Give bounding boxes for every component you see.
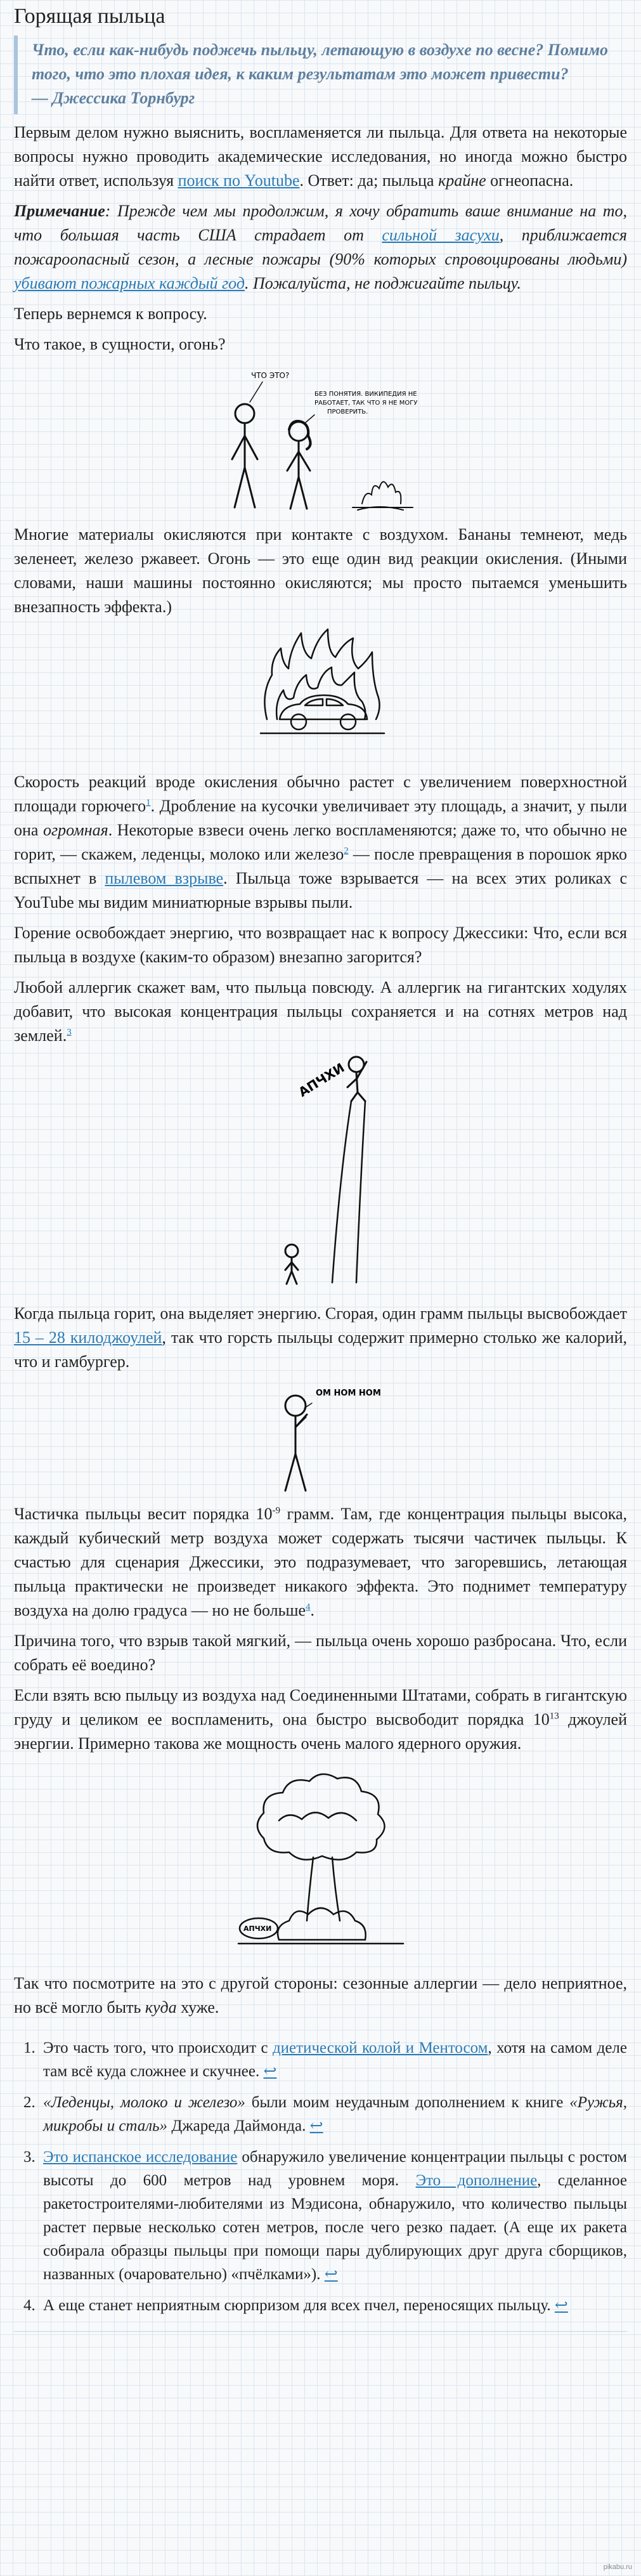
text: джоулей энергии. Примерно такова же мощность очень малого ядерного оружия. <box>14 1710 627 1753</box>
eating-drawing <box>257 1378 384 1496</box>
text: огнеопасна. <box>486 171 574 190</box>
text: . Пожалуйста, не поджигайте пыльцу. <box>245 274 521 292</box>
sneeze-text: АПЧХИ <box>295 1059 347 1100</box>
page-title: Горящая пыльца <box>14 4 165 28</box>
comic-stilts <box>14 1048 627 1295</box>
note-label: Примечание <box>14 202 105 220</box>
comic-mushroom-cloud <box>14 1762 627 1965</box>
text: грамм. Там, где концентрация пыльцы высока, каждый кубический метр воздуха может содержать тысячи частичек пыльцы. К счастью для сценария Джессики, это подразумевает, что загоревшись, летающая пыльца практически не произведет никакого эффекта. Это поднимет температуру воздуха на долю градуса — но не больше <box>14 1505 627 1619</box>
paragraph-reaction-speed <box>14 770 627 915</box>
text: , приближается пожароопасный сезон, а лесные пожары (90% которых спровоцированы людьми) <box>14 226 627 268</box>
nom-text: ОМ НОМ НОМ <box>315 1389 381 1398</box>
spanish-study-link[interactable]: Это испанское исследование <box>43 2148 238 2166</box>
paragraph-energy <box>14 1302 627 1374</box>
watermark: pikabu.ru <box>603 2563 632 2571</box>
youtube-search-link[interactable]: поиск по Youtube <box>178 171 300 190</box>
stilts-drawing <box>245 1048 397 1295</box>
text: . Дробление на кусочки увеличивает эту площадь, а значит, у пыли она <box>14 797 627 839</box>
text: , так что горсть пыльцы содержит примерно столько же калорий, что и гамбургер. <box>14 1328 627 1371</box>
comic-stickfigures-fire <box>213 356 429 516</box>
footnote-back-link[interactable]: ↩ <box>554 2297 568 2314</box>
speech-question: ЧТО ЭТО? <box>250 371 289 380</box>
paragraph-oxidation: Многие материалы окисляются при контакте с воздухом. Бананы темнеют, медь зеленеет, железо ржавеет. Огонь — это еще один вид реакции окисления. (Иными словами, наши машины постоянно окисляются; мы просто пытаемся уменьшить внезапность эффекта.) <box>14 525 627 616</box>
speech-answer-line1: БЕЗ ПОНЯТИЯ. ВИКИПЕДИЯ НЕ <box>314 391 417 398</box>
speech-answer-line2: РАБОТАЕТ, ТАК ЧТО Я НЕ МОГУ <box>314 400 417 407</box>
footnote-ref-2[interactable]: 2 <box>344 846 349 856</box>
footnote-2 <box>39 2091 627 2138</box>
comic-burning-car <box>14 624 627 764</box>
paragraph-soft-explosion: Причина того, что взрыв такой мягкий, — пыльца очень хорошо разбросана. Что, если собрать её воедино? <box>14 1631 627 1674</box>
paragraph-intro <box>14 121 627 193</box>
text: : Прежде чем мы продолжим, я хочу обратить ваше внимание на то, что большая часть США страдает от <box>14 202 627 244</box>
emphasis: куда <box>145 1998 177 2017</box>
exponent: -9 <box>272 1505 281 1516</box>
footnote-back-link[interactable]: ↩ <box>324 2266 338 2283</box>
addendum-link[interactable]: Это дополнение <box>415 2172 538 2189</box>
text: Любой аллергик скажет вам, что пыльца повсюду. А аллергик на гигантских ходулях добавит, что высокая концентрация пыльцы сохраняется и на сотнях метров над землей. <box>14 978 627 1045</box>
burning-car-drawing <box>242 624 400 764</box>
footnote-ref-1[interactable]: 1 <box>146 797 151 808</box>
comic-eating <box>14 1378 627 1496</box>
text: . Некоторые взвеси очень легко воспламеняются; даже то, что обычно не горит, — скажем, леденцы, молоко или железо <box>14 821 627 863</box>
drought-link[interactable]: сильной засухи <box>382 226 500 244</box>
text: Так что посмотрите на это с другой стороны: сезонные аллергии — дело неприятное, но всё могло быть <box>14 1974 627 2017</box>
text: , сделанное ракетостроителями-любителями из Мэдисона, обнаружило, что количество пыльцы растет первые несколько сотен метров, после чего резко падает. (А еще их ракета собирала образцы пыльцы при помощи пары дублирующих друг друга сборщиков, названных (очаровательно) «пчёлками»). <box>43 2172 627 2283</box>
footnotes-list <box>14 2036 627 2317</box>
text: Когда пыльца горит, она выделяет энергию. Сгорая, один грамм пыльцы высвобождает <box>14 1304 627 1323</box>
text: — после превращения в порошок ярко вспыхнет в <box>14 845 627 887</box>
text: Частичка пыльцы весит порядка 10 <box>14 1505 273 1523</box>
paragraph-particles <box>14 1502 627 1623</box>
paragraph-allergic <box>14 976 627 1048</box>
footnote-3 <box>39 2145 627 2286</box>
paragraph-conclusion <box>14 1971 627 2020</box>
emphasis: «Леденцы, молоко и железо» <box>43 2094 245 2111</box>
text: хуже. <box>176 1998 219 2017</box>
quote-text: Что, если как-нибудь поджечь пыльцу, летающую в воздухе по весне? Помимо того, что это плохая идея, к каким результатам это может привести? <box>32 41 609 83</box>
text: , хотя на самом деле там всё куда сложнее и скучнее. <box>43 2039 627 2080</box>
exponent: 13 <box>549 1711 559 1722</box>
text: Первым делом нужно выяснить, воспламеняется ли пыльца. Для ответа на некоторые вопросы нужно проводить академические исследования, но иногда можно быстро найти ответ, используя <box>14 123 627 190</box>
text: были моим неудачным дополнением к книге <box>245 2094 570 2111</box>
sneeze-text: АПЧХИ <box>243 1925 271 1933</box>
text: Это часть того, что происходит с <box>43 2039 273 2056</box>
footnote-ref-4[interactable]: 4 <box>306 1602 311 1612</box>
emphasis: крайне <box>438 171 486 190</box>
divider <box>14 2331 627 2332</box>
quote-author: — Джессика Торнбург <box>32 89 195 107</box>
paragraph-combustion: Горение освобождает энергию, что возвращает нас к вопросу Джессики: Что, если вся пыльца в воздухе (каким-то образом) внезапно загорится? <box>14 924 627 966</box>
text: . Пыльца тоже взрывается — на всех этих роликах с YouTube мы видим миниатюрные взрывы пыли. <box>14 869 627 912</box>
text: Если взять всю пыльцу из воздуха над Соединенными Штатами, собрать в гигантскую груду и целиком ее воспламенить, она быстро высвободит порядка 10 <box>14 1686 627 1729</box>
speech-answer-line3: ПРОВЕРИТЬ. <box>327 409 368 415</box>
footnote-1 <box>39 2036 627 2083</box>
emphasis: огромная <box>42 821 108 839</box>
mushroom-cloud-drawing <box>226 1762 416 1965</box>
text: обнаружило увеличение концентрации пыльцы с ростом высоты до 600 метров над уровнем моря. <box>43 2148 627 2189</box>
diet-coke-link[interactable]: диетической колой и Ментосом <box>272 2039 488 2056</box>
paragraph-back: Теперь вернемся к вопросу. <box>14 304 207 323</box>
footnote-back-link[interactable]: ↩ <box>309 2117 323 2135</box>
text: . Ответ: да; пыльца <box>299 171 439 190</box>
comic-what-is-this <box>14 356 627 516</box>
footnote-back-link[interactable]: ↩ <box>263 2063 277 2080</box>
question-quote <box>14 36 627 114</box>
text: А еще станет неприятным сюрпризом для всех пчел, переносящих пыльцу. <box>43 2297 555 2314</box>
footnote-4 <box>39 2294 627 2317</box>
firefighters-link[interactable]: убивают пожарных каждый год <box>14 274 245 292</box>
paragraph-what-is-fire: Что такое, в сущности, огонь? <box>14 335 226 353</box>
emphasis: «Ружья, микробы и сталь» <box>43 2094 627 2135</box>
text: . <box>310 1601 315 1619</box>
note-paragraph <box>14 199 627 296</box>
kilojoules-link[interactable]: 15 – 28 килоджоулей <box>14 1328 162 1347</box>
dust-explosion-link[interactable]: пылевом взрыве <box>105 869 224 887</box>
text: Скорость реакций вроде окисления обычно растет с увеличением поверхностной площади горючего <box>14 773 627 815</box>
text: Джареда Даймонда. <box>167 2117 310 2135</box>
paragraph-us-pollen <box>14 1684 627 1756</box>
footnote-ref-3[interactable]: 3 <box>67 1027 72 1038</box>
